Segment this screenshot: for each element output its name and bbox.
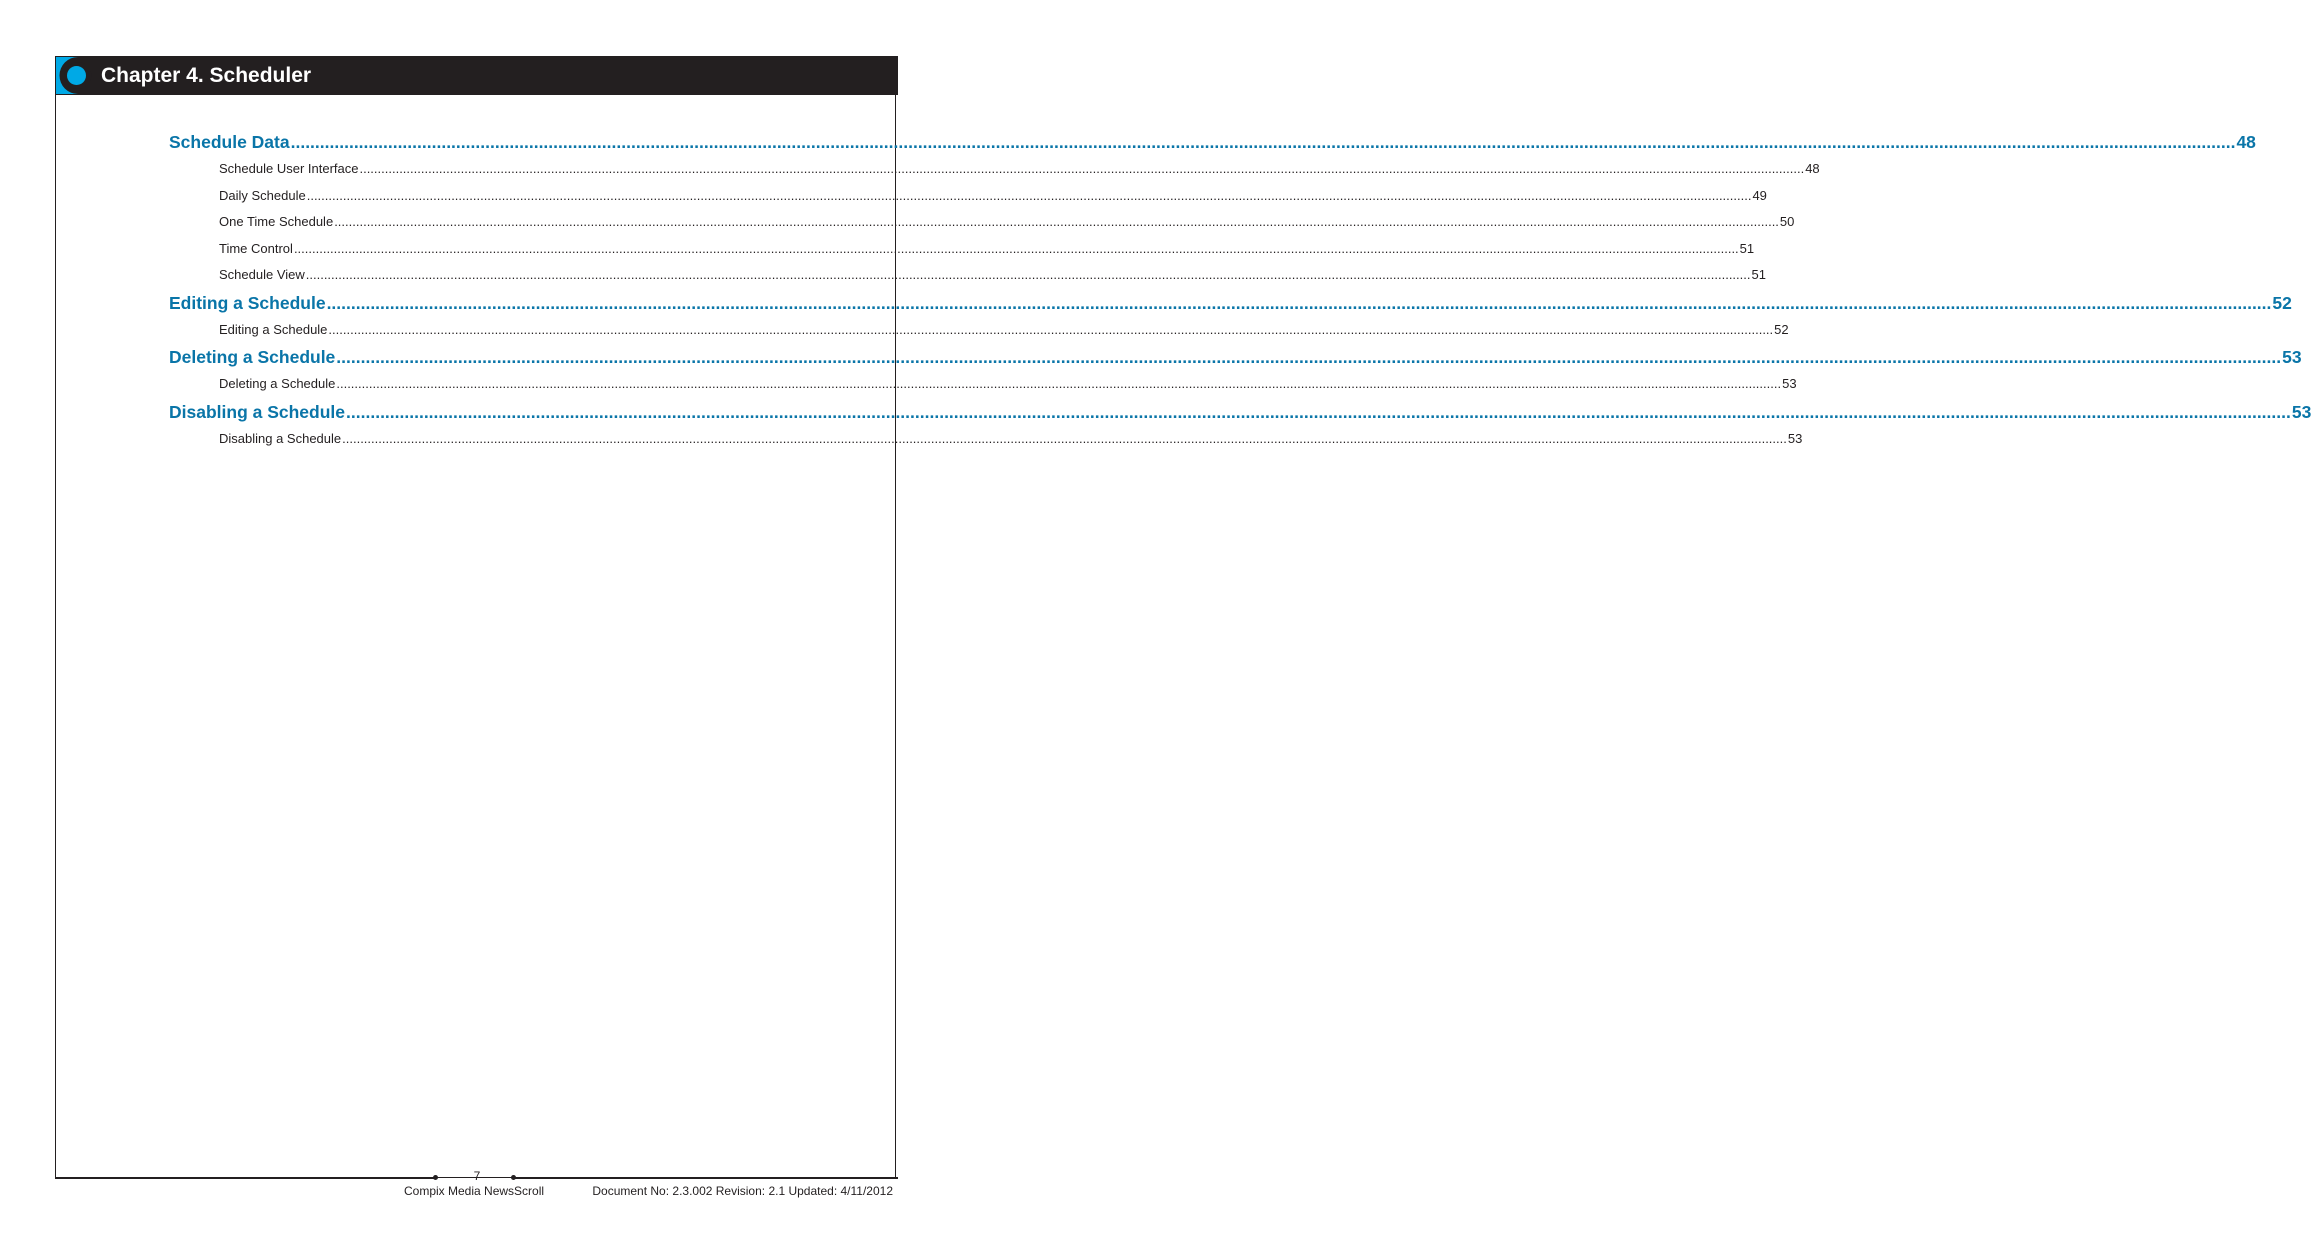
toc-leader-dots: ................................................................................................................................................................................................................................................................................................................................................................................................................	[306, 187, 1752, 203]
toc-leader-dots: ................................................................................................................................................................................................................................................................................................................................................................................................................	[359, 161, 1805, 176]
footer-document-info: Document No: 2.3.002 Revision: 2.1 Updated: 4/11/2012	[592, 1184, 893, 1198]
toc-leader-dots: ................................................................................................................................................................................................................................................................................................................................................................................................................	[290, 132, 2236, 152]
toc-entry-page: 53	[1788, 426, 1802, 453]
toc-leader-dots: ................................................................................................................................................................................................................................................................................................................................................................................................................	[326, 292, 2272, 313]
toc-section-link[interactable]	[169, 343, 2302, 371]
toc-entry-link[interactable]	[219, 371, 1797, 398]
toc-entry-title: Time Control	[219, 236, 293, 263]
toc-entry-page: 50	[1780, 209, 1794, 236]
toc-leader-dots: ................................................................................................................................................................................................................................................................................................................................................................................................................	[342, 430, 1787, 446]
toc-entry-page: 53	[1782, 371, 1796, 398]
toc-section-link[interactable]	[169, 128, 2256, 156]
toc-section-title: Disabling a Schedule	[169, 398, 345, 426]
toc-section-link[interactable]	[169, 289, 2292, 317]
toc-entry-title: Schedule User Interface	[219, 156, 358, 183]
toc-entry-title: Daily Schedule	[219, 183, 306, 210]
toc-entry-title: Schedule View	[219, 262, 305, 289]
chapter-title: Chapter 4. Scheduler	[101, 64, 312, 87]
toc-section-title: Schedule Data	[169, 128, 290, 156]
toc-section-link[interactable]	[169, 398, 2311, 426]
toc-entry-page: 49	[1752, 183, 1766, 210]
toc-leader-dots: ................................................................................................................................................................................................................................................................................................................................................................................................................	[334, 214, 1779, 229]
toc-leader-dots: ................................................................................................................................................................................................................................................................................................................................................................................................................	[336, 347, 2282, 367]
toc-section-page: 53	[2292, 398, 2311, 426]
toc-leader-dots: ................................................................................................................................................................................................................................................................................................................................................................................................................	[346, 401, 2291, 422]
toc-leader-dots: ................................................................................................................................................................................................................................................................................................................................................................................................................	[336, 376, 1782, 391]
table-of-contents	[169, 128, 2311, 452]
footer-product-name: Compix Media NewsScroll	[404, 1184, 545, 1198]
toc-leader-dots: ................................................................................................................................................................................................................................................................................................................................................................................................................	[293, 240, 1739, 256]
toc-entry-link[interactable]	[219, 426, 1803, 453]
toc-section-page: 53	[2282, 343, 2301, 371]
toc-section-page: 52	[2272, 289, 2291, 317]
toc-entry-page: 48	[1805, 156, 1819, 183]
footer-dot-left	[433, 1175, 438, 1180]
toc-section-title: Editing a Schedule	[169, 289, 326, 317]
toc-entry-page: 52	[1774, 317, 1788, 344]
page-number: 7	[473, 1169, 481, 1183]
toc-entry-title: Disabling a Schedule	[219, 426, 341, 453]
toc-section-page: 48	[2236, 128, 2255, 156]
toc-entry-page: 51	[1752, 262, 1766, 289]
toc-entry-title: Editing a Schedule	[219, 317, 327, 344]
chapter-bullet-icon	[56, 57, 90, 94]
footer-rule-right	[514, 1177, 898, 1179]
toc-entry-link[interactable]	[219, 236, 1755, 263]
toc-leader-dots: ................................................................................................................................................................................................................................................................................................................................................................................................................	[305, 267, 1751, 282]
toc-entry-link[interactable]	[219, 183, 1767, 210]
toc-entry-title: One Time Schedule	[219, 209, 333, 236]
toc-entry-link[interactable]	[219, 262, 1766, 289]
toc-leader-dots: ................................................................................................................................................................................................................................................................................................................................................................................................................	[328, 321, 1774, 337]
toc-section-title: Deleting a Schedule	[169, 343, 335, 371]
footer-rule-left	[55, 1177, 436, 1179]
toc-entry-link[interactable]	[219, 156, 1820, 183]
toc-entry-page: 51	[1740, 236, 1754, 263]
toc-entry-link[interactable]	[219, 317, 1789, 344]
toc-entry-title: Deleting a Schedule	[219, 371, 335, 398]
toc-entry-link[interactable]	[219, 209, 1795, 236]
